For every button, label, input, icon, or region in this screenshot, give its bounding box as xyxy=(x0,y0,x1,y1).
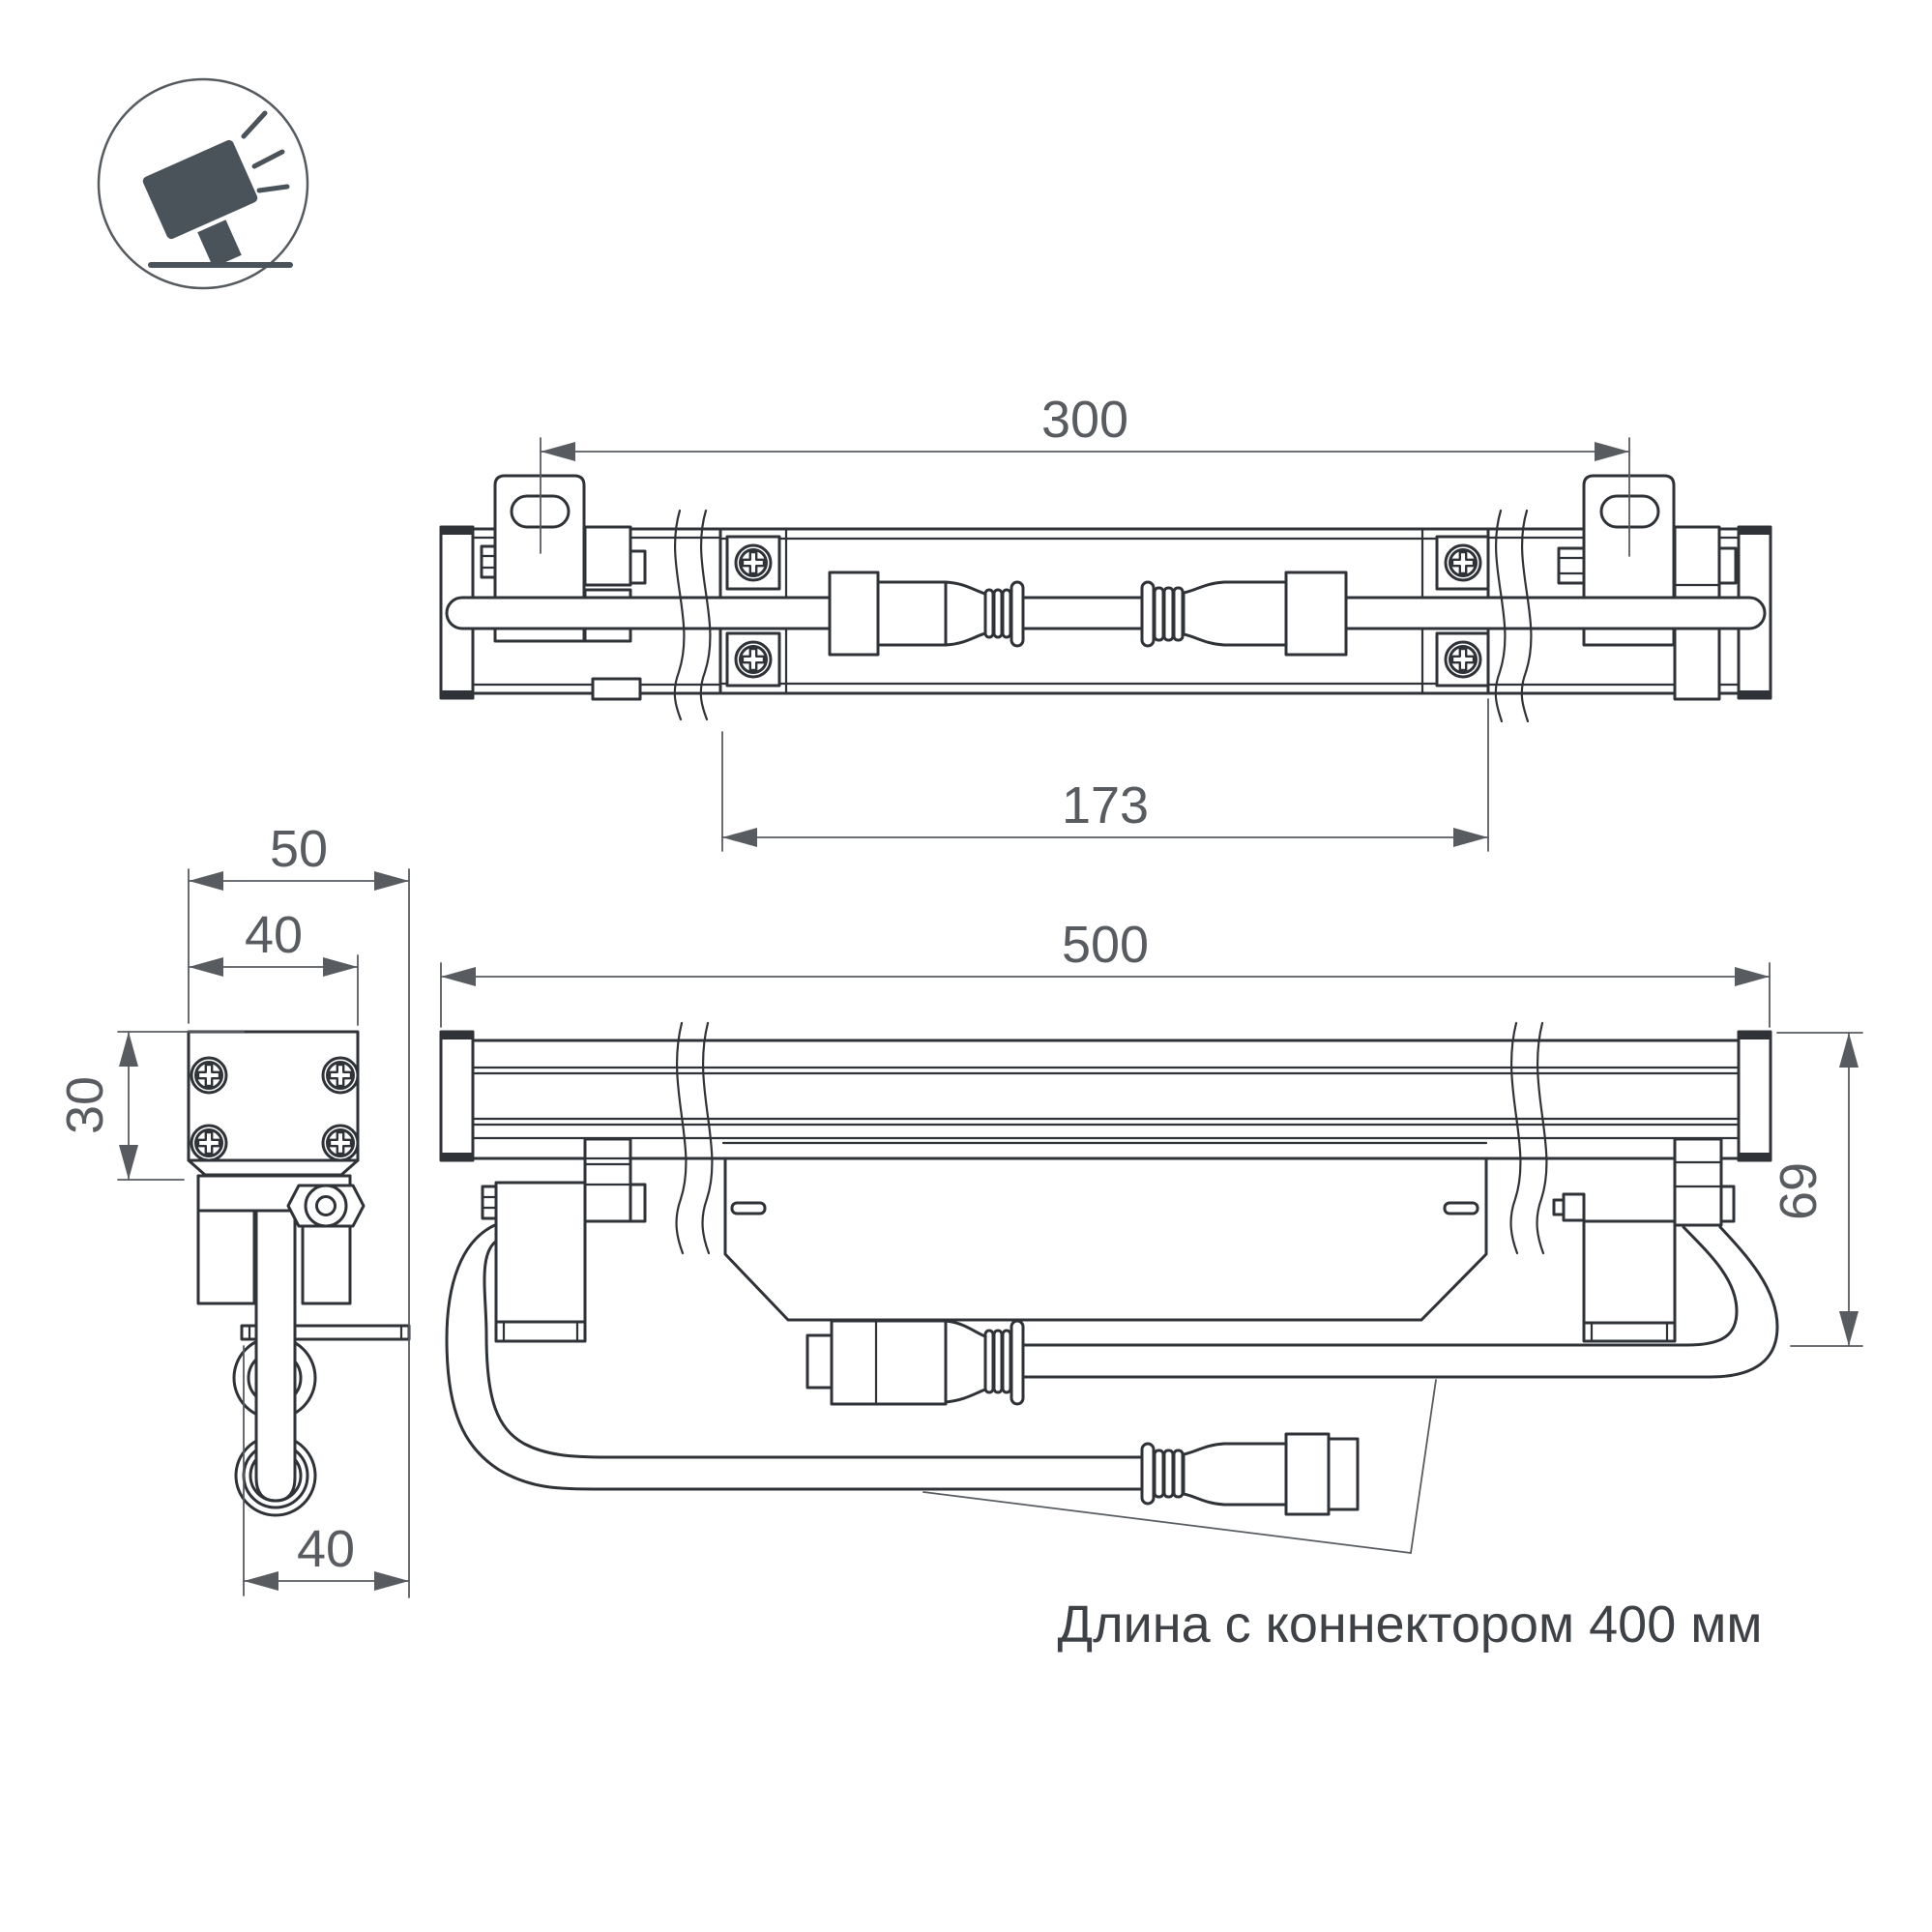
dim-label-173: 173 xyxy=(1061,776,1150,834)
bracket-bolt xyxy=(482,546,495,577)
dim-label-40-bottom: 40 xyxy=(296,1520,356,1578)
top-cable xyxy=(447,598,1765,629)
front-left-arm xyxy=(496,1183,585,1322)
side-body-base xyxy=(189,1160,358,1175)
connector-length-callout xyxy=(923,1380,1762,1654)
side-view xyxy=(56,820,409,1597)
front-tail-connector xyxy=(1142,1434,1358,1514)
floodlight-icon xyxy=(141,113,293,268)
light-rays-icon xyxy=(244,113,287,190)
dim-label-300: 300 xyxy=(1040,391,1129,449)
dimension-overall-height xyxy=(1770,1033,1862,1346)
front-left-foot xyxy=(496,1322,585,1341)
top-view xyxy=(441,391,1771,851)
front-right-bolt xyxy=(1564,1194,1584,1220)
hinge-knob xyxy=(288,1186,364,1226)
bracket-bolt xyxy=(1559,548,1584,583)
front-right-arm xyxy=(1584,1221,1675,1323)
caption-connector-length: Длина с коннектором 400 мм xyxy=(1057,1595,1763,1654)
front-housing xyxy=(725,1158,1486,1320)
front-left-bolt xyxy=(483,1186,496,1218)
dimension-plate-length xyxy=(722,699,1488,851)
front-view xyxy=(441,916,1862,1654)
dim-label-40-top: 40 xyxy=(244,906,304,964)
dim-label-69: 69 xyxy=(1770,1161,1828,1221)
dim-label-30: 30 xyxy=(56,1075,114,1135)
ground-line xyxy=(148,262,293,268)
dim-label-500: 500 xyxy=(1061,916,1150,974)
side-cable xyxy=(256,1199,295,1501)
dimension-side-body-width xyxy=(189,906,358,1025)
dimension-overall-length xyxy=(441,916,1770,1027)
dim-label-50: 50 xyxy=(269,820,329,878)
front-right-foot xyxy=(1584,1323,1675,1341)
product-type-icon xyxy=(99,79,307,288)
front-center-connector xyxy=(807,1321,1023,1404)
front-tube-body xyxy=(473,1040,1739,1158)
